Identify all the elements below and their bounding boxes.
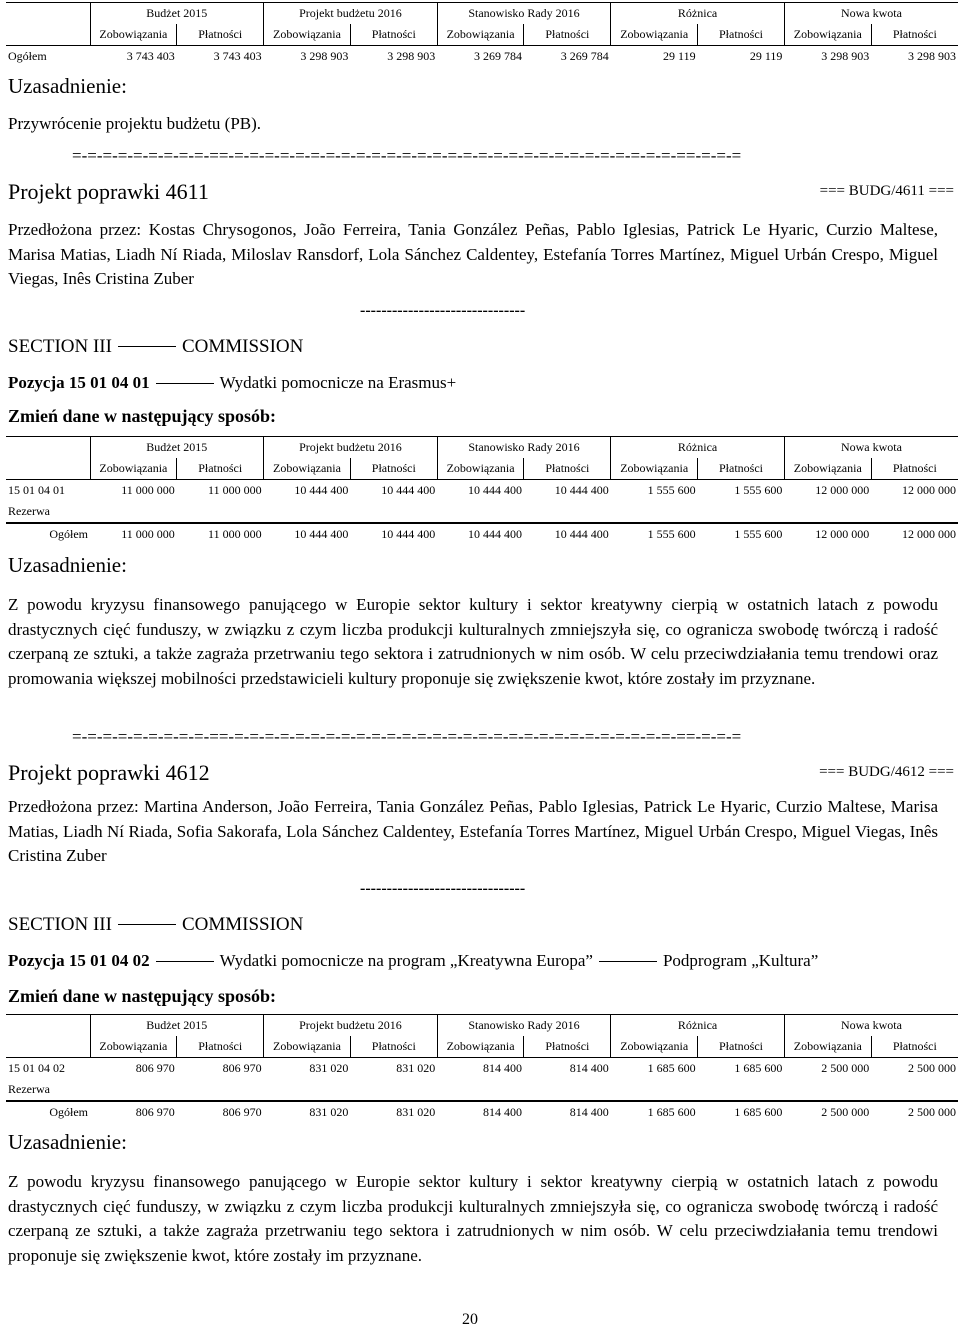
header-roznica: Różnica — [611, 437, 785, 459]
section-name: COMMISSION — [181, 914, 304, 935]
separator-line: =-=-=-=-=-=-=-=-=-==-=-=-=-=-=-=-=-=-=-=-=-=-=-=-=-=-=-=-=-=-=-=-=-=-=-=-=-=-=-==-=-=-= — [72, 146, 742, 165]
header-budzet-2015: Budżet 2015 — [90, 437, 264, 459]
justification-heading: Uzasadnienie: — [8, 74, 127, 98]
section-name: COMMISSION — [181, 336, 304, 357]
cell: 831 020 — [264, 1101, 351, 1123]
cell: 1 555 600 — [698, 523, 785, 545]
cell: 3 298 903 — [821, 49, 870, 63]
cell: 1 555 600 — [611, 523, 698, 545]
dash-separator: ------------------------------- — [360, 880, 526, 897]
header-roznica: Różnica — [611, 1015, 785, 1037]
justification-text-1: Przywrócenie projektu budżetu (PB). — [8, 114, 262, 133]
header-platnosci: Płatności — [524, 458, 611, 480]
header-platnosci: Płatności — [177, 458, 264, 480]
table-row-rezerwa — [6, 1079, 958, 1101]
cell: 1 685 600 — [647, 1061, 696, 1075]
cell: 10 444 400 — [467, 483, 522, 497]
justification-heading: Uzasadnienie: — [8, 1130, 127, 1154]
header-projekt-2016: Projekt budżetu 2016 — [264, 1015, 438, 1037]
header-platnosci: Płatności — [871, 24, 958, 46]
header-platnosci: Płatności — [350, 458, 437, 480]
cell: 12 000 000 — [815, 483, 870, 497]
cell: 2 500 000 — [821, 1061, 870, 1075]
submitted-by-4612: Przedłożona przez: Martina Anderson, João Ferreira, Tania González Peñas, Pablo Iglesias, Patrick Le Hyaric, Curzio Maltese, Marisa Matias, Liadh Ní Riada, Sofia Sakorafa, Lola Sánchez Caldentey, Estefanía Torres Martínez, Miguel Urbán Crespo, Miguel Viegas, Inês Cristina Zuber — [8, 797, 938, 865]
justification-text-4612: Z powodu kryzysu finansowego panującego w Europie sektor kultury i sektor kreatywny cierpią w ostatnich latach z powodu drastycznych cięć funduszy, w związku z czym liczba produkcji kulturalnych zmniejszyła się, co ogranicza swobodę twórczą i radość czerpaną ze sztuki, a także zagraża przetrwaniu tego sektora i zatrudnionych w nim osób. W celu przeciwdziałania temu trendowi proponuje się zwiększenie kwot, które zostały im przyznane. — [8, 1172, 938, 1265]
cell: 10 444 400 — [294, 483, 349, 497]
em-dash-rule — [118, 346, 176, 347]
pozycja-name: Wydatki pomocnicze na program „Kreatywna Europa” — [219, 951, 593, 970]
header-platnosci: Płatności — [524, 24, 611, 46]
header-nowa-kwota: Nowa kwota — [784, 1015, 958, 1037]
cell: 11 000 000 — [208, 483, 262, 497]
change-instruction: Zmień dane w następujący sposób: — [8, 986, 277, 1006]
header-zobowiazania: Zobowiązania — [264, 24, 351, 46]
header-platnosci: Płatności — [350, 1036, 437, 1058]
header-platnosci: Płatności — [871, 1036, 958, 1058]
header-projekt-2016: Projekt budżetu 2016 — [264, 437, 438, 459]
em-dash-rule — [156, 961, 214, 962]
pozycja-code: Pozycja 15 01 04 01 — [8, 373, 150, 392]
cell: 2 500 000 — [871, 1101, 958, 1123]
header-projekt-2016: Projekt budżetu 2016 — [264, 3, 438, 25]
cell: 814 400 — [524, 1101, 611, 1123]
header-platnosci: Płatności — [524, 1036, 611, 1058]
pozycja-line — [8, 373, 456, 393]
amendment-title-4611: Projekt poprawki 4611 — [8, 179, 209, 204]
cell: 3 743 403 — [213, 49, 262, 63]
section-label — [8, 336, 303, 358]
header-nowa-kwota: Nowa kwota — [784, 3, 958, 25]
cell: 3 298 903 — [300, 49, 349, 63]
cell: 814 400 — [437, 1101, 524, 1123]
row-label: Ogółem — [6, 523, 90, 545]
cell: 10 444 400 — [381, 483, 436, 497]
header-platnosci: Płatności — [350, 24, 437, 46]
header-nowa-kwota: Nowa kwota — [784, 437, 958, 459]
table-header-groups — [6, 437, 958, 459]
cell: 831 020 — [309, 1061, 349, 1075]
row-label: Ogółem — [6, 1101, 90, 1123]
row-label: Ogółem — [8, 49, 47, 63]
cell: 12 000 000 — [871, 523, 958, 545]
cell: 2 500 000 — [784, 1101, 871, 1123]
page-number: 20 — [462, 1311, 478, 1328]
cell: 806 970 — [222, 1061, 262, 1075]
justification-heading: Uzasadnienie: — [8, 553, 127, 577]
cell: 806 970 — [90, 1101, 177, 1123]
amendment-title-4612: Projekt poprawki 4612 — [8, 760, 210, 785]
budget-table-1 — [6, 2, 958, 67]
cell: 814 400 — [569, 1061, 609, 1075]
row-label: Rezerwa — [8, 504, 50, 518]
row-label: 15 01 04 02 — [8, 1061, 65, 1075]
table-header-groups — [6, 1015, 958, 1037]
cell: 3 298 903 — [908, 49, 956, 63]
header-platnosci: Płatności — [177, 1036, 264, 1058]
header-stanowisko-2016: Stanowisko Rady 2016 — [437, 1015, 611, 1037]
header-platnosci: Płatności — [698, 458, 785, 480]
cell: 1 685 600 — [611, 1101, 698, 1123]
header-zobowiazania: Zobowiązania — [437, 24, 524, 46]
header-zobowiazania: Zobowiązania — [264, 1036, 351, 1058]
change-instruction: Zmień dane w następujący sposób: — [8, 406, 277, 426]
cell: 831 020 — [350, 1101, 437, 1123]
table-header-sub — [6, 24, 958, 46]
header-platnosci: Płatności — [698, 24, 785, 46]
separator-line: =-=-=-=-=-=-=-=-=-==-=-=-=-=-=-=-=-=-=-=-=-=-=-=-=-=-=-=-=-=-=-=-=-=-=-=-=-=-=-==-=-=-= — [72, 727, 742, 746]
cell: 11 000 000 — [121, 483, 175, 497]
pozycja-name: Wydatki pomocnicze na Erasmus+ — [219, 373, 457, 392]
justification-text-4611: Z powodu kryzysu finansowego panującego w Europie sektor kultury i sektor kreatywny cierpią w ostatnich latach z powodu drastycznych cięć funduszy, w związku z czym liczba produkcji kulturalnych zmniejszyła się, co ogranicza swobodę twórczą i radość czerpaną ze sztuki, a także zagraża przetrwaniu tego sektora i zatrudnionych w nim osób. W celu przeciwdziałania temu trendowi oraz promowania większej mobilności przedstawicieli kultury proponuje się zwiększenie kwot, które zostały im przyznane. — [8, 595, 938, 688]
cell: 10 444 400 — [350, 523, 437, 545]
cell: 29 119 — [749, 49, 783, 63]
header-platnosci: Płatności — [698, 1036, 785, 1058]
cell: 11 000 000 — [177, 523, 264, 545]
budget-table-4611 — [6, 436, 958, 545]
header-stanowisko-2016: Stanowisko Rady 2016 — [437, 437, 611, 459]
cell: 3 298 903 — [387, 49, 436, 63]
amendment-code-4612: === BUDG/4612 === — [819, 764, 954, 780]
section-label — [8, 914, 303, 936]
header-zobowiazania: Zobowiązania — [264, 458, 351, 480]
cell: 10 444 400 — [264, 523, 351, 545]
header-zobowiazania: Zobowiązania — [437, 458, 524, 480]
cell: 10 444 400 — [554, 483, 609, 497]
section-number: SECTION III — [8, 914, 112, 935]
header-stanowisko-2016: Stanowisko Rady 2016 — [437, 3, 611, 25]
cell: 10 444 400 — [437, 523, 524, 545]
pozycja-code: Pozycja 15 01 04 02 — [8, 951, 150, 970]
em-dash-rule — [156, 383, 214, 384]
table-row — [6, 1058, 958, 1080]
budget-table-4612 — [6, 1014, 958, 1123]
em-dash-rule — [599, 961, 657, 962]
cell: 1 685 600 — [734, 1061, 783, 1075]
cell: 806 970 — [177, 1101, 264, 1123]
header-zobowiazania: Zobowiązania — [437, 1036, 524, 1058]
row-label: 15 01 04 01 — [8, 483, 65, 497]
cell: 1 685 600 — [698, 1101, 785, 1123]
cell: 10 444 400 — [524, 523, 611, 545]
header-zobowiazania: Zobowiązania — [90, 24, 177, 46]
cell: 3 269 784 — [560, 49, 609, 63]
table-header-sub — [6, 458, 958, 480]
header-zobowiazania: Zobowiązania — [611, 1036, 698, 1058]
cell: 29 119 — [663, 49, 696, 63]
pozycja-line — [8, 951, 818, 971]
table-row-ogolem — [6, 46, 958, 68]
table-row-ogolem — [6, 1101, 958, 1123]
cell: 806 970 — [135, 1061, 175, 1075]
amendment-code-4611: === BUDG/4611 === — [819, 183, 954, 199]
cell: 12 000 000 — [784, 523, 871, 545]
cell: 1 555 600 — [647, 483, 696, 497]
row-label: Rezerwa — [8, 1082, 50, 1096]
header-roznica: Różnica — [611, 3, 785, 25]
pozycja-subname: Podprogram „Kultura” — [662, 951, 819, 970]
header-zobowiazania: Zobowiązania — [611, 24, 698, 46]
em-dash-rule — [118, 924, 176, 925]
cell: 12 000 000 — [902, 483, 956, 497]
submitted-by-4611: Przedłożona przez: Kostas Chrysogonos, João Ferreira, Tania González Peñas, Pablo Iglesias, Patrick Le Hyaric, Curzio Maltese, Marisa Matias, Liadh Ní Riada, Miloslav Ransdorf, Lola Sánchez Caldentey, Estefanía Torres Martínez, Miguel Urbán Crespo, Miguel Viegas, Inês Cristina Zuber — [8, 220, 938, 288]
table-header-groups — [6, 3, 958, 25]
header-platnosci: Płatności — [177, 24, 264, 46]
cell: 814 400 — [482, 1061, 522, 1075]
dash-separator: ------------------------------- — [360, 302, 526, 319]
cell: 11 000 000 — [90, 523, 177, 545]
cell: 1 555 600 — [734, 483, 783, 497]
table-row — [6, 480, 958, 502]
cell: 3 743 403 — [126, 49, 175, 63]
cell: 831 020 — [396, 1061, 436, 1075]
header-zobowiazania: Zobowiązania — [90, 1036, 177, 1058]
header-budzet-2015: Budżet 2015 — [90, 1015, 264, 1037]
cell: 3 269 784 — [473, 49, 522, 63]
header-zobowiazania: Zobowiązania — [784, 24, 871, 46]
header-zobowiazania: Zobowiązania — [90, 458, 177, 480]
header-platnosci: Płatności — [871, 458, 958, 480]
table-row-ogolem — [6, 523, 958, 545]
section-number: SECTION III — [8, 336, 112, 357]
cell: 2 500 000 — [908, 1061, 956, 1075]
header-zobowiazania: Zobowiązania — [784, 1036, 871, 1058]
table-row-rezerwa — [6, 501, 958, 523]
header-zobowiazania: Zobowiązania — [611, 458, 698, 480]
header-zobowiazania: Zobowiązania — [784, 458, 871, 480]
table-header-sub — [6, 1036, 958, 1058]
header-budzet-2015: Budżet 2015 — [90, 3, 264, 25]
